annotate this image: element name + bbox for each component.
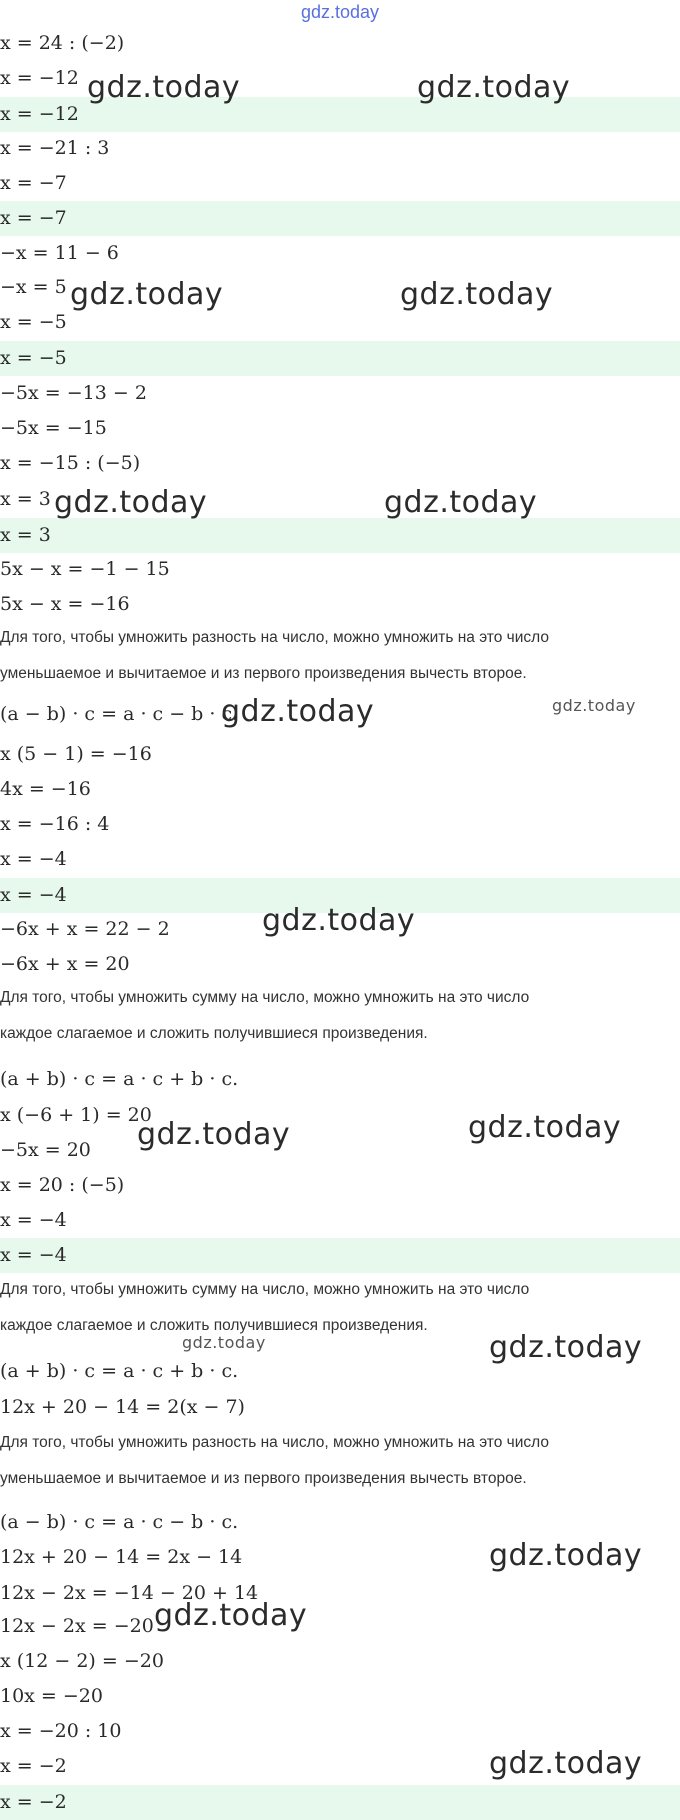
answer-line: x = −12: [0, 103, 79, 125]
equation-line: x (−6 + 1) = 20: [0, 1104, 152, 1126]
equation-line: x = −5: [0, 311, 67, 333]
equation-line: x = −15 : (−5): [0, 452, 141, 474]
equation-line: x = −2: [0, 1755, 67, 1777]
rule-text: уменьшаемое и вычитаемое и из первого произведения вычесть второе.: [0, 665, 527, 682]
equation-line: −x = 5: [0, 276, 67, 298]
watermark: gdz.today: [137, 1117, 291, 1152]
equation-line: −5x = −13 − 2: [0, 382, 147, 404]
equation-line: 12x + 20 − 14 = 2x − 14: [0, 1546, 243, 1568]
watermark: gdz.today: [182, 1333, 266, 1352]
formula-line: (a + b) · c = a · c + b · c.: [0, 1360, 239, 1382]
watermark: gdz.today: [417, 70, 571, 105]
answer-highlight: [0, 518, 680, 553]
rule-text: каждое слагаемое и сложить получившиеся произведения.: [0, 1317, 428, 1334]
equation-line: x = 20 : (−5): [0, 1174, 125, 1196]
equation-line: −6x + x = 22 − 2: [0, 918, 170, 940]
watermark: gdz.today: [489, 1746, 643, 1781]
equation-line: x = 24 : (−2): [0, 32, 125, 54]
answer-line: x = −7: [0, 207, 67, 229]
answer-highlight: [0, 341, 680, 376]
answer-highlight: [0, 1238, 680, 1273]
equation-line: x (12 − 2) = −20: [0, 1650, 164, 1672]
equation-line: −5x = −15: [0, 417, 107, 439]
answer-line: x = −2: [0, 1791, 67, 1813]
equation-line: 12x − 2x = −14 − 20 + 14: [0, 1582, 259, 1604]
answer-line: x = −5: [0, 347, 67, 369]
watermark: gdz.today: [54, 485, 208, 520]
watermark: gdz.today: [384, 485, 538, 520]
formula-line: (a − b) · c = a · c − b · c.: [0, 1511, 239, 1533]
formula-line: (a − b) · c = a · c − b · c.: [0, 703, 239, 725]
rule-text: каждое слагаемое и сложить получившиеся произведения.: [0, 1025, 428, 1042]
site-logo[interactable]: gdz.today: [300, 2, 380, 22]
watermark: gdz.today: [468, 1110, 622, 1145]
answer-line: x = 3: [0, 524, 51, 546]
equation-line: x = −21 : 3: [0, 137, 110, 159]
formula-line: (a + b) · c = a · c + b · c.: [0, 1068, 239, 1090]
equation-line: x = 3: [0, 488, 51, 510]
answer-line: x = −4: [0, 884, 67, 906]
rule-text: уменьшаемое и вычитаемое и из первого произведения вычесть второе.: [0, 1470, 527, 1487]
answer-line: x = −4: [0, 1244, 67, 1266]
equation-line: x = −20 : 10: [0, 1720, 122, 1742]
equation-line: 5x − x = −1 − 15: [0, 558, 170, 580]
watermark: gdz.today: [489, 1538, 643, 1573]
equation-line: x = −12: [0, 67, 79, 89]
rule-text: Для того, чтобы умножить сумму на число, можно умножить на это число: [0, 989, 530, 1006]
rule-text: Для того, чтобы умножить разность на число, можно умножить на это число: [0, 1434, 549, 1451]
equation-line: 12x − 2x = −20: [0, 1615, 154, 1637]
rule-text: Для того, чтобы умножить разность на число, можно умножить на это число: [0, 629, 549, 646]
answer-highlight: [0, 1785, 680, 1820]
equation-line: 12x + 20 − 14 = 2(x − 7): [0, 1396, 245, 1418]
equation-line: x = −4: [0, 1209, 67, 1231]
watermark: gdz.today: [221, 694, 375, 729]
watermark: gdz.today: [489, 1330, 643, 1365]
equation-line: 5x − x = −16: [0, 593, 130, 615]
watermark: gdz.today: [70, 277, 224, 312]
watermark: gdz.today: [552, 696, 636, 715]
equation-line: 4x = −16: [0, 778, 91, 800]
rule-text: Для того, чтобы умножить сумму на число, можно умножить на это число: [0, 1281, 530, 1298]
watermark: gdz.today: [154, 1598, 308, 1633]
watermark: gdz.today: [262, 903, 416, 938]
equation-line: x (5 − 1) = −16: [0, 743, 152, 765]
watermark: gdz.today: [400, 277, 554, 312]
equation-line: x = −7: [0, 172, 67, 194]
equation-line: −6x + x = 20: [0, 953, 130, 975]
equation-line: x = −16 : 4: [0, 813, 110, 835]
watermark: gdz.today: [87, 70, 241, 105]
equation-line: −x = 11 − 6: [0, 242, 119, 264]
equation-line: 10x = −20: [0, 1685, 103, 1707]
answer-highlight: [0, 201, 680, 236]
equation-line: x = −4: [0, 848, 67, 870]
equation-line: −5x = 20: [0, 1139, 91, 1161]
